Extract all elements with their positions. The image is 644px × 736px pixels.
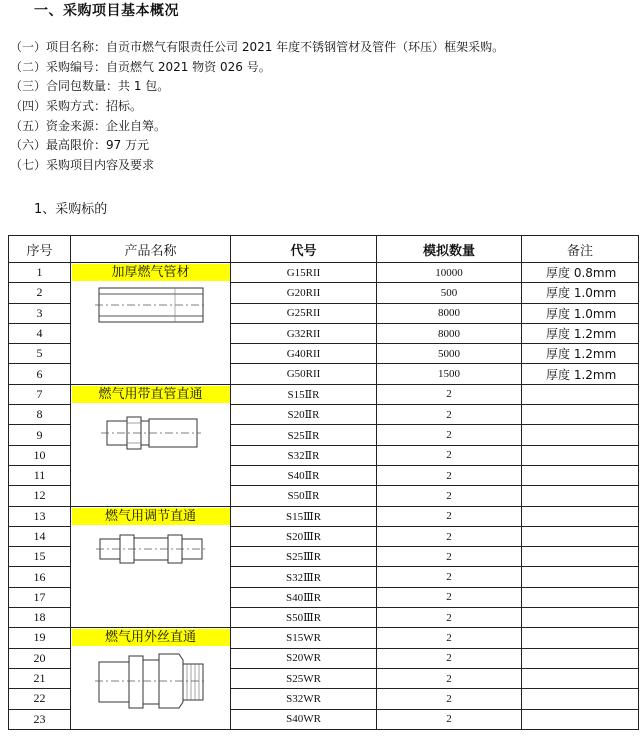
info-procurement-method: （四）采购方式：招标。 [10, 99, 143, 114]
cell-code: S25ⅢR [231, 547, 377, 567]
cell-code: G40RII [231, 344, 377, 364]
cell-quantity: 2 [377, 587, 522, 607]
cell-code: S40ⅢR [231, 587, 377, 607]
cell-code: G25RII [231, 303, 377, 323]
cell-remark: 厚度 0.8mm [522, 263, 639, 283]
cell-product [71, 384, 231, 506]
cell-serial: 18 [9, 608, 71, 628]
info-max-price: （六）最高限价：97 万元 [10, 138, 150, 153]
cell-remark: 厚度 1.0mm [522, 283, 639, 303]
header-code: 代号 [231, 236, 377, 263]
cell-remark [522, 486, 639, 506]
cell-code: S15WR [231, 628, 377, 648]
male-thread-coupling-icon [71, 650, 230, 712]
adjustable-coupling-icon [71, 529, 230, 569]
cell-serial: 11 [9, 465, 71, 485]
cell-quantity: 2 [377, 709, 522, 729]
table-row [9, 628, 639, 648]
cell-remark [522, 567, 639, 587]
cell-serial: 20 [9, 648, 71, 668]
cell-quantity: 1500 [377, 364, 522, 384]
straight-pipe-coupling-icon [71, 407, 230, 457]
info-package-count: （三）合同包数量：共 1 包。 [10, 79, 170, 94]
cell-serial: 12 [9, 486, 71, 506]
project-info-list [10, 38, 504, 176]
cell-quantity: 2 [377, 567, 522, 587]
product-name-label: 燃气用调节直通 [72, 508, 230, 525]
header-serial: 序号 [9, 236, 71, 263]
cell-quantity: 2 [377, 547, 522, 567]
cell-serial: 15 [9, 547, 71, 567]
cell-quantity: 2 [377, 506, 522, 526]
cell-quantity: 2 [377, 486, 522, 506]
cell-remark [522, 526, 639, 546]
cell-quantity: 5000 [377, 344, 522, 364]
cell-code: S32ⅡR [231, 445, 377, 465]
cell-code: S50ⅢR [231, 608, 377, 628]
subheading-procurement-items: 1、采购标的 [34, 202, 108, 217]
cell-quantity: 2 [377, 445, 522, 465]
cell-code: G32RII [231, 323, 377, 343]
cell-quantity: 2 [377, 689, 522, 709]
cell-quantity: 8000 [377, 323, 522, 343]
cell-product [71, 263, 231, 385]
cell-code: S15ⅢR [231, 506, 377, 526]
cell-remark [522, 587, 639, 607]
cell-serial: 23 [9, 709, 71, 729]
cell-quantity: 500 [377, 283, 522, 303]
cell-code: S40ⅡR [231, 465, 377, 485]
cell-quantity: 2 [377, 648, 522, 668]
info-content-requirements: （七）采购项目内容及要求 [10, 158, 155, 173]
cell-serial: 2 [9, 283, 71, 303]
cell-product [71, 628, 231, 729]
cell-serial: 7 [9, 384, 71, 404]
cell-quantity: 2 [377, 425, 522, 445]
product-name-label: 燃气用外丝直通 [72, 629, 230, 646]
cell-code: S20ⅡR [231, 405, 377, 425]
cell-remark [522, 405, 639, 425]
cell-code: S25WR [231, 668, 377, 688]
table-row [9, 263, 639, 283]
cell-remark [522, 445, 639, 465]
section-heading: 一、采购项目基本概况 [34, 3, 179, 19]
cell-quantity: 2 [377, 608, 522, 628]
cell-quantity: 8000 [377, 303, 522, 323]
cell-quantity: 2 [377, 384, 522, 404]
cell-serial: 19 [9, 628, 71, 648]
cell-serial: 17 [9, 587, 71, 607]
cell-remark [522, 668, 639, 688]
pipe-icon [71, 285, 230, 325]
cell-remark [522, 648, 639, 668]
cell-serial: 21 [9, 668, 71, 688]
cell-remark: 厚度 1.0mm [522, 303, 639, 323]
header-quantity: 模拟数量 [377, 236, 522, 263]
cell-quantity: 2 [377, 668, 522, 688]
cell-serial: 1 [9, 263, 71, 283]
cell-quantity: 2 [377, 628, 522, 648]
cell-code: G50RII [231, 364, 377, 384]
cell-code: S32ⅢR [231, 567, 377, 587]
cell-serial: 6 [9, 364, 71, 384]
cell-quantity: 2 [377, 465, 522, 485]
cell-serial: 5 [9, 344, 71, 364]
cell-code: G20RII [231, 283, 377, 303]
cell-code: S40WR [231, 709, 377, 729]
info-funding-source: （五）资金来源：企业自筹。 [10, 118, 167, 133]
cell-remark [522, 384, 639, 404]
cell-product [71, 506, 231, 628]
table-header-row [9, 236, 639, 263]
procurement-table [8, 235, 639, 730]
cell-serial: 4 [9, 323, 71, 343]
cell-remark [522, 608, 639, 628]
cell-serial: 16 [9, 567, 71, 587]
cell-code: G15RII [231, 263, 377, 283]
cell-code: S50ⅡR [231, 486, 377, 506]
cell-serial: 9 [9, 425, 71, 445]
info-project-name: （一）项目名称：自贡市燃气有限责任公司 2021 年度不锈钢管材及管件（环压）框架采购。 [10, 40, 505, 54]
cell-code: S20ⅢR [231, 526, 377, 546]
cell-code: S15ⅡR [231, 384, 377, 404]
cell-remark [522, 465, 639, 485]
cell-remark [522, 506, 639, 526]
cell-serial: 10 [9, 445, 71, 465]
cell-quantity: 2 [377, 526, 522, 546]
header-remark: 备注 [522, 236, 639, 263]
cell-serial: 22 [9, 689, 71, 709]
cell-quantity: 10000 [377, 263, 522, 283]
cell-remark [522, 709, 639, 729]
cell-remark: 厚度 1.2mm [522, 364, 639, 384]
cell-remark [522, 689, 639, 709]
cell-remark [522, 547, 639, 567]
info-procurement-number: （二）采购编号：自贡燃气 2021 物资 026 号。 [10, 59, 271, 74]
cell-remark [522, 628, 639, 648]
cell-code: S32WR [231, 689, 377, 709]
cell-serial: 13 [9, 506, 71, 526]
cell-quantity: 2 [377, 405, 522, 425]
table-row [9, 384, 639, 404]
cell-serial: 3 [9, 303, 71, 323]
table-row [9, 506, 639, 526]
cell-code: S20WR [231, 648, 377, 668]
cell-remark: 厚度 1.2mm [522, 323, 639, 343]
header-product-name: 产品名称 [71, 236, 231, 263]
cell-serial: 14 [9, 526, 71, 546]
cell-remark: 厚度 1.2mm [522, 344, 639, 364]
product-name-label: 燃气用带直管直通 [72, 386, 230, 403]
cell-code: S25ⅡR [231, 425, 377, 445]
cell-remark [522, 425, 639, 445]
cell-serial: 8 [9, 405, 71, 425]
product-name-label: 加厚燃气管材 [72, 264, 230, 281]
